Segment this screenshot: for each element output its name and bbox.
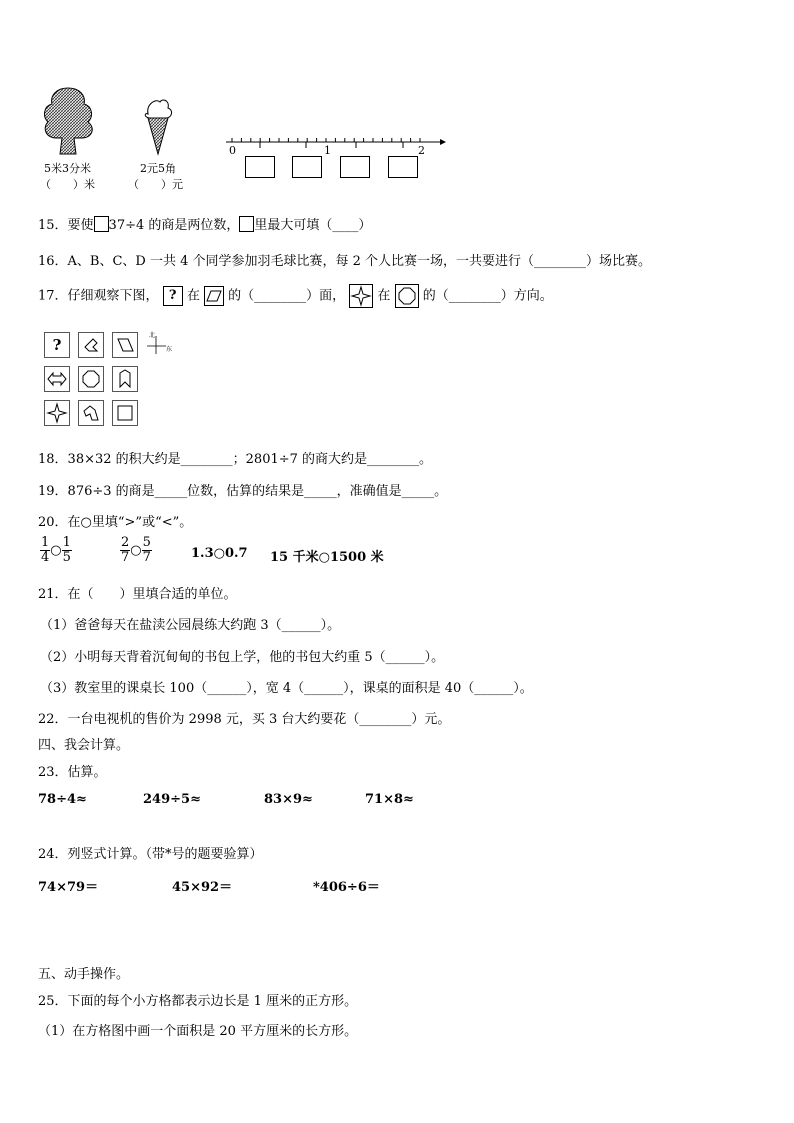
fraction-1-4: $\frac{1}{4}$: [41, 535, 50, 565]
q20-item-d: 15 千米○1500 米: [270, 550, 384, 565]
q24-item-2: 45×92＝: [172, 880, 233, 895]
q15-box-1[interactable]: [94, 216, 109, 232]
q23-item-4: 71×8≈: [365, 792, 414, 807]
q21-line-2: （2）小明每天背着沉甸甸的书包上学，他的书包大约重 5（______）。: [40, 650, 445, 665]
octagon-icon: [395, 284, 419, 308]
q21-line-3: （3）教室里的课桌长 100（______），宽 4（______），课桌的面积是 40（______）。: [40, 681, 533, 696]
q20-item-c: 1.3○0.7: [191, 546, 248, 561]
q15-text-c: 里最大可填（: [254, 218, 333, 233]
ruler-label-2: 2: [418, 144, 425, 157]
section-5-title: 五、动手操作。: [38, 967, 130, 982]
question-25-title: 25．下面的每个小方格都表示边长是 1 厘米的正方形。: [38, 994, 358, 1009]
tree-figure: [38, 84, 98, 156]
q15-box-2[interactable]: [239, 216, 254, 232]
compass-east: 东: [166, 346, 173, 353]
tree-caption: 5米3分米: [44, 162, 91, 175]
grid-double-arrow-icon: [44, 366, 70, 392]
answer-box-1[interactable]: [245, 156, 275, 178]
four-point-star-icon: [349, 284, 373, 308]
grid-square-icon: [112, 400, 138, 426]
grid-parallelogram-icon: [112, 332, 138, 358]
fraction-5-7: $\frac{5}{7}$: [142, 535, 151, 565]
icecream-unit-blank: （ ）元: [128, 178, 183, 191]
question-19: 19．876÷3 的商是_____位数，估算的结果是_____，准确值是_____。: [38, 484, 448, 499]
icecream-caption: 2元5角: [140, 162, 176, 175]
q15-blank[interactable]: ____: [332, 218, 359, 233]
q23-item-1: 78÷4≈: [38, 792, 87, 807]
question-16: 16．A、B、C、D 一共 4 个同学参加羽毛球比赛，每 2 个人比赛一场，一共要进行（________）场比赛。: [38, 254, 652, 269]
q17-text-c: 的（________）面，: [228, 288, 346, 304]
answer-box-3[interactable]: [340, 156, 370, 178]
grid-irregular-shape-icon: [78, 400, 104, 426]
q17-text-b: 在: [186, 288, 200, 304]
q20-item-b: [120, 536, 152, 565]
q23-item-3: 83×9≈: [264, 792, 313, 807]
q15-text-a: 15．要使: [38, 218, 94, 233]
q15-text-b: 37÷4 的商是两位数，: [108, 218, 240, 233]
q17-text-e: 的（________）方向。: [422, 288, 553, 304]
answer-box-4[interactable]: [388, 156, 418, 178]
q21-line-1: （1）爸爸每天在盐渎公园晨练大约跑 3（______）。: [40, 618, 341, 633]
grid-pentagon-icon: [112, 366, 138, 392]
q20-item-a: [40, 536, 72, 565]
icecream-icon: [140, 96, 176, 156]
parallelogram-icon: [204, 286, 224, 306]
q25-line-1: （1）在方格图中画一个面积是 20 平方厘米的长方形。: [38, 1024, 358, 1039]
fraction-2-7: $\frac{2}{7}$: [121, 535, 130, 565]
question-23-title: 23．估算。: [38, 765, 107, 780]
compass-north: 北: [149, 332, 156, 339]
question-18: 18．38×32 的积大约是________；2801÷7 的商大约是________。: [38, 452, 433, 467]
grid-star-icon: [44, 400, 70, 426]
icecream-figure: [140, 96, 176, 156]
question-22: 22．一台电视机的售价为 2998 元，买 3 台大约要花（________）元。: [38, 712, 451, 727]
q17-text-a: 17．仔细观察下图，: [38, 288, 159, 304]
q23-item-2: 249÷5≈: [143, 792, 201, 807]
grid-arrow-shape-icon: [78, 332, 104, 358]
question-17: [38, 284, 553, 308]
grid-question-mark: ?: [44, 332, 70, 358]
ruler-label-1: 1: [324, 144, 331, 157]
q24-item-3: *406÷6＝: [313, 880, 380, 895]
question-15: [38, 214, 371, 233]
tree-unit-blank: （ ）米: [40, 178, 95, 191]
q20-circle-a[interactable]: ○: [50, 543, 62, 558]
ruler-label-0: 0: [229, 144, 236, 157]
q20-circle-b[interactable]: ○: [130, 543, 142, 558]
section-4-title: 四、我会计算。: [38, 738, 130, 753]
question-mark-icon: ?: [163, 286, 183, 306]
answer-box-2[interactable]: [292, 156, 322, 178]
fraction-1-5: $\frac{1}{5}$: [62, 535, 71, 565]
tree-icon: [38, 84, 98, 156]
question-24-title: 24．列竖式计算。（带*号的题要验算）: [38, 847, 263, 862]
question-21-title: 21．在（ ）里填合适的单位。: [38, 587, 237, 602]
q24-item-1: 74×79＝: [38, 880, 99, 895]
question-20-title: 20．在○里填“>”或“<”。: [38, 515, 193, 530]
q17-text-d: 在: [377, 288, 391, 304]
grid-octagon-icon: [78, 366, 104, 392]
q15-text-d: ）: [358, 218, 372, 233]
